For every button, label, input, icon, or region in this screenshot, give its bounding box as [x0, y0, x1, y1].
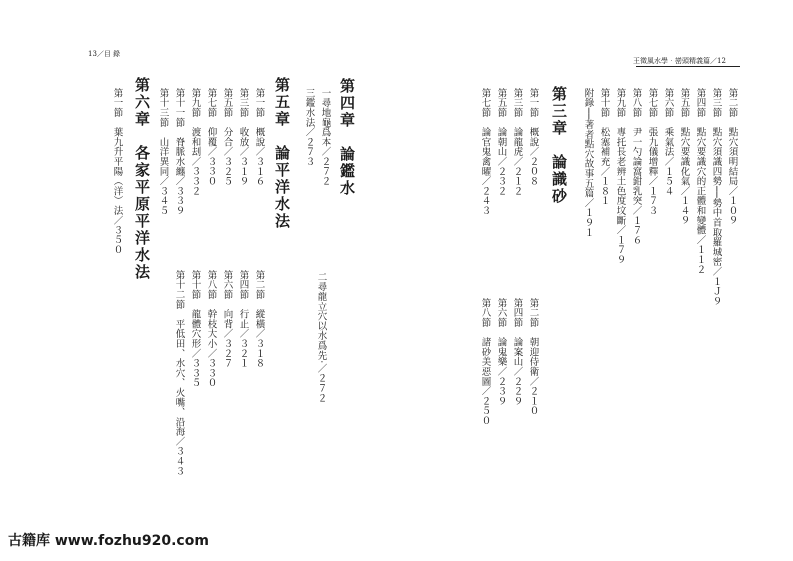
toc-entry: 第六節 論鬼樂／２３９ [495, 298, 507, 406]
toc-entry: 第八節 幹枝大小／３３０ [205, 270, 217, 388]
toc-entry: 第四節 點穴要識穴的正體和變體／１１２ [694, 88, 706, 275]
toc-entry: 第七節 論官鬼禽曜／２４３ [479, 88, 491, 216]
toc-entry: 第九節 渡和刦／３３２ [189, 88, 201, 196]
toc-entry: 附錄──著者點穴故事五篇／１９１ [582, 88, 594, 238]
chapter-title: 第五章 論平洋水法 [273, 77, 291, 230]
toc-entry: 第五節 點穴要識化氣／１４９ [678, 88, 690, 226]
toc-entry: 第五節 分合／３２５ [221, 88, 233, 186]
toc-entry: 第七節 張九儀增釋／１７３ [646, 88, 658, 216]
toc-entry: 一尋地龜爲本／２７２ [319, 88, 331, 186]
right-page-header: 王徵風水學‧巒頭精義篇／12 [633, 57, 726, 65]
toc-entry: 第十一節 脊脈水纏／３３９ [173, 88, 185, 216]
toc-entry: 第十三節 山洋異同／３４５ [157, 88, 169, 216]
toc-entry: 二尋龍立穴以水爲先‧／２７２ [315, 272, 327, 403]
toc-entry: 三鑑水法／２７３ [303, 88, 315, 167]
chapter-title: 第三章 論識砂 [550, 86, 568, 205]
toc-entry: 第五節 論朝山／２３２ [495, 88, 507, 196]
watermark-footer: 古籍库 www.fozhu920.com [8, 533, 209, 549]
toc-entry: 第十節 松塞補充／１８１ [598, 88, 610, 206]
toc-entry: 第三節 點穴須識四勢──勢中首取羅城密／１Ｊ９ [710, 88, 722, 306]
toc-entry: 第十節 龍體穴形／３３５ [189, 270, 201, 388]
toc-entry: 第二節 朝迎侍衛／２１０ [527, 298, 539, 416]
toc-entry: 第一節 葉九升平陽（洋）法／３５０ [111, 88, 123, 255]
chapter-title: 第六章 各家平原平洋水法 [133, 77, 151, 281]
toc-entry: 第四節 行止／３２１ [237, 270, 249, 368]
toc-entry: 第二節 點穴須明結局／１０９ [726, 88, 738, 226]
left-page-header: 13／目 錄 [88, 50, 121, 58]
toc-entry: 第六節 乘氣法／１５４ [662, 88, 674, 196]
header-rule [636, 66, 740, 67]
toc-entry: 第二節 縱橫／３１８ [253, 270, 265, 368]
chapter-title: 第四章 論鑑水 [338, 78, 356, 197]
toc-entry: 第八節 諸砂美惡圖／２５０ [479, 298, 491, 426]
toc-entry: 第六節 向背／３２７ [221, 270, 233, 368]
toc-entry: 第九節 專托長老辨土色度坟斷／１７９ [614, 88, 626, 265]
toc-entry: 第八節 尹一勺論窩鉗乳突／１７６ [630, 88, 642, 245]
toc-entry: 第三節 收放／３１９ [237, 88, 249, 186]
toc-entry: 第四節 論案山／２２９ [511, 298, 523, 406]
toc-entry: 第一節 概說／３１６ [253, 88, 265, 186]
toc-entry: 第十二節 平低田、水穴、火嘴、沿海／３４３ [173, 270, 185, 476]
toc-entry: 第一節 概說／２０８ [527, 88, 539, 186]
toc-entry: 第七節 仰覆／３３０ [205, 88, 217, 186]
toc-entry: 第三節 論龍虎／２１２ [511, 88, 523, 196]
